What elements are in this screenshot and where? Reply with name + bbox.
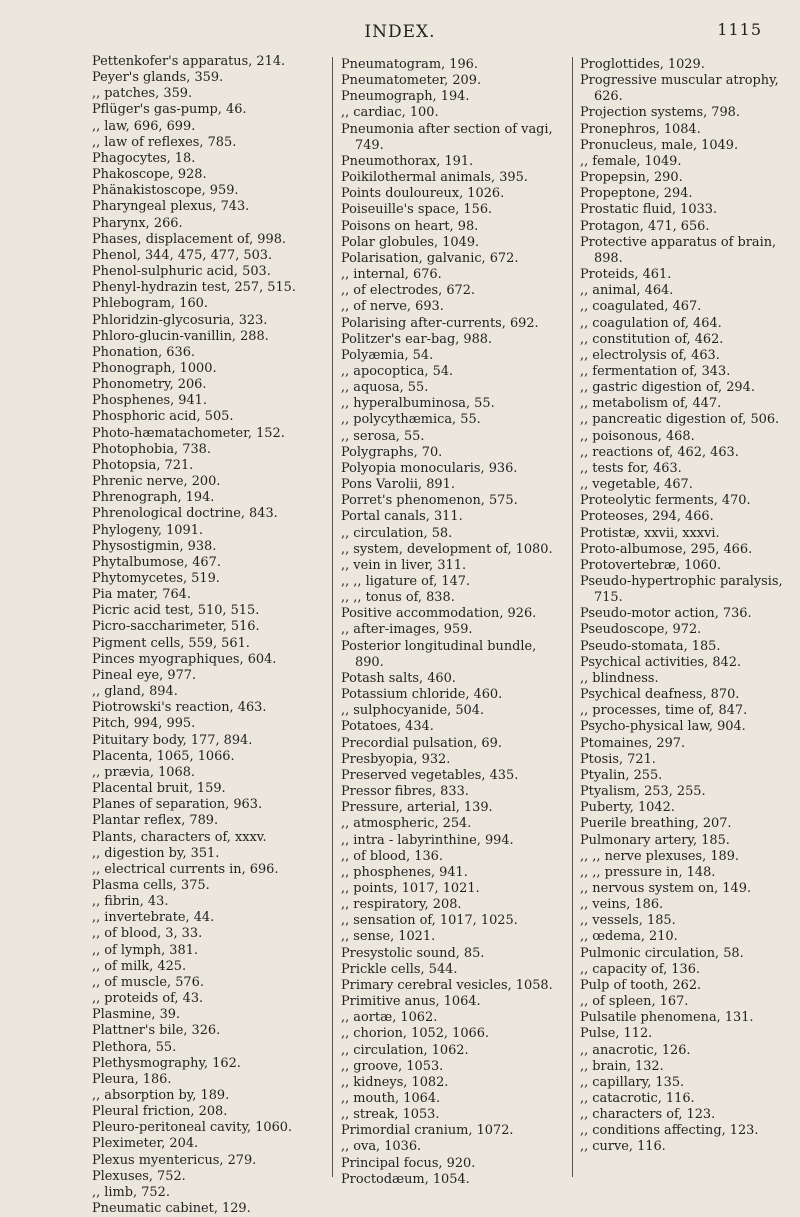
index-entry: Pressure, arterial, 139.: [341, 800, 493, 816]
index-entry: Phänakistoscope, 959.: [92, 183, 239, 199]
index-entry: Progressive muscular atrophy, 626.: [580, 73, 779, 105]
index-entry: Plexuses, 752.: [92, 1168, 186, 1184]
index-entry: Pleximeter, 204.: [92, 1136, 199, 1152]
index-entry: Poiseuille's space, 156.: [341, 202, 493, 218]
index-entry: ,, ,, pressure in, 148.: [580, 864, 716, 880]
index-entry: Ptyalin, 255.: [580, 767, 663, 783]
index-entry: ,, processes, time of, 847.: [580, 703, 748, 719]
index-entry: Polyopia monocularis, 936.: [341, 460, 518, 476]
index-entry: Pleural friction, 208.: [92, 1104, 228, 1120]
index-entry: ,, invertebrate, 44.: [92, 910, 215, 926]
index-entry: Propeptone, 294.: [580, 186, 693, 202]
index-entry: ,, sulphocyanide, 504.: [341, 703, 485, 719]
index-entry: Puerile breathing, 207.: [580, 816, 732, 832]
index-entry: Plantar reflex, 789.: [92, 813, 219, 829]
index-entry: Plexus myentericus, 279.: [92, 1152, 257, 1168]
index-entry: ,, of lymph, 381.: [92, 942, 199, 958]
index-entry: ,, groove, 1053.: [341, 1058, 444, 1074]
index-entry: Pulse, 112.: [580, 1026, 653, 1042]
index-entry: ,, polycythæmica, 55.: [341, 412, 481, 428]
index-entry: Pons Varolii, 891.: [341, 477, 455, 493]
index-entry: ,, capillary, 135.: [580, 1074, 685, 1090]
index-entry: Ptosis, 721.: [580, 751, 656, 767]
index-entry: ,, nervous system on, 149.: [580, 880, 752, 896]
index-entry: ,, conditions affecting, 123.: [580, 1123, 759, 1139]
index-entry: Portal canals, 311.: [341, 509, 463, 525]
index-entry: Pineal eye, 977.: [92, 667, 197, 683]
index-entry: ,, aquosa, 55.: [341, 380, 429, 396]
index-entry: ,, coagulation of, 464.: [580, 315, 722, 331]
index-entry: Pulp of tooth, 262.: [580, 977, 702, 993]
index-entry: ,, blindness.: [580, 670, 659, 686]
index-entry: ,, coagulated, 467.: [580, 299, 702, 315]
index-entry: ,, ,, nerve plexuses, 189.: [580, 848, 740, 864]
index-entry: Principal focus, 920.: [341, 1155, 476, 1171]
index-entry: Physostigmin, 938.: [92, 538, 217, 554]
index-entry: ,, system, development of, 1080.: [341, 541, 553, 557]
index-entry: ,, curve, 116.: [580, 1139, 666, 1155]
index-entry: Propepsin, 290.: [580, 170, 683, 186]
index-entry: Photopsia, 721.: [92, 457, 194, 473]
index-entry: Positive accommodation, 926.: [341, 606, 537, 622]
index-entry: Prickle cells, 544.: [341, 961, 458, 977]
index-entry: ,, kidneys, 1082.: [341, 1074, 449, 1090]
index-entry: ,, electrolysis of, 463.: [580, 347, 720, 363]
index-entry: ,, capacity of, 136.: [580, 961, 701, 977]
index-entry: Psychical activities, 842.: [580, 654, 742, 670]
index-entry: Pharyngeal plexus, 743.: [92, 199, 250, 215]
index-entry: Pigment cells, 559, 561.: [92, 635, 250, 651]
index-entry: Proteolytic ferments, 470.: [580, 493, 751, 509]
index-entry: Presbyopia, 932.: [341, 751, 451, 767]
index-entry: Protagon, 471, 656.: [580, 218, 710, 234]
index-entry: ,, sense, 1021.: [341, 929, 436, 945]
index-entry: Polarising after-currents, 692.: [341, 315, 539, 331]
index-entry: Phosphenes, 941.: [92, 393, 207, 409]
index-entry: Phytomycetes, 519.: [92, 571, 220, 586]
index-entry: Pronephros, 1084.: [580, 121, 701, 137]
index-entry: ,, of muscle, 576.: [92, 974, 204, 990]
index-entry: ,, catacrotic, 116.: [580, 1091, 695, 1106]
index-entry: ,, of spleen, 167.: [580, 994, 689, 1010]
index-entry: ,, points, 1017, 1021.: [341, 880, 480, 896]
index-entry: Phases, displacement of, 998.: [92, 231, 287, 247]
index-entry: Pflüger's gas-pump, 46.: [92, 102, 247, 118]
index-entry: Phonometry, 206.: [92, 377, 207, 393]
index-entry: Psychical deafness, 870.: [580, 687, 740, 703]
index-entry: Ptomaines, 297.: [580, 735, 686, 751]
index-entry: Posterior longitudinal bundle, 890.: [341, 638, 537, 670]
index-entry: ,, ova, 1036.: [341, 1139, 422, 1155]
index-entry: Plants, characters of, xxxv.: [92, 829, 267, 845]
index-entry: ,, vegetable, 467.: [580, 477, 693, 493]
index-entry: ,, internal, 676.: [341, 267, 442, 283]
index-column-3: [572, 57, 797, 1177]
index-entry: Poikilothermal animals, 395.: [341, 170, 528, 186]
index-entry: Psycho-physical law, 904.: [580, 719, 746, 735]
index-entry: ,, characters of, 123.: [580, 1107, 716, 1123]
index-entry: ,, serosa, 55.: [341, 428, 425, 444]
index-entry: ,, metabolism of, 447.: [580, 396, 722, 412]
page-number: 1115: [717, 20, 762, 39]
index-entry: ,, digestion by, 351.: [92, 845, 220, 861]
index-entry: Pulmonic circulation, 58.: [580, 945, 744, 961]
index-entry: Picro-saccharimeter, 516.: [92, 619, 260, 635]
index-entry: Phonograph, 1000.: [92, 360, 217, 376]
index-entry: Potassium chloride, 460.: [341, 687, 503, 703]
index-entry: Poisons on heart, 98.: [341, 218, 479, 234]
index-entry: Protistæ, xxvii, xxxvi.: [580, 525, 720, 541]
index-entry: ,, chorion, 1052, 1066.: [341, 1026, 490, 1042]
index-entry: Polyæmia, 54.: [341, 347, 434, 363]
index-entry: ,, limb, 752.: [92, 1184, 170, 1200]
index-entry: ,, poisonous, 468.: [580, 428, 695, 444]
index-entry: ,, brain, 132.: [580, 1058, 664, 1074]
index-entry: Proto-albumose, 295, 466.: [580, 541, 753, 557]
index-entry: ,, veins, 186.: [580, 897, 664, 913]
index-entry: ,, cardiac, 100.: [341, 105, 439, 121]
index-entry: Phenol, 344, 475, 477, 503.: [92, 247, 273, 263]
index-entry: ,, apocoptica, 54.: [341, 363, 454, 379]
index-entry: Piotrowski's reaction, 463.: [92, 700, 267, 716]
index-entry: Preserved vegetables, 435.: [341, 767, 519, 783]
index-entry: ,, intra - labyrinthine, 994.: [341, 832, 514, 848]
index-entry: Politzer's ear-bag, 988.: [341, 331, 493, 347]
index-entry: Pneumatic cabinet, 129.: [92, 1201, 251, 1217]
index-entry: Primitive anus, 1064.: [341, 994, 481, 1010]
index-entry: Phloro-glucin-vanillin, 288.: [92, 328, 269, 344]
index-entry: Puberty, 1042.: [580, 800, 675, 816]
index-entry: Pleuro-peritoneal cavity, 1060.: [92, 1120, 293, 1136]
index-entry: Phlebogram, 160.: [92, 296, 208, 312]
index-entry: Phrenological doctrine, 843.: [92, 506, 278, 522]
index-column-1: [92, 54, 317, 1217]
index-entry: Potatoes, 434.: [341, 719, 434, 735]
index-entry: Phytalbumose, 467.: [92, 554, 221, 570]
index-entry: ,, constitution of, 462.: [580, 331, 724, 347]
index-entry: ,, phosphenes, 941.: [341, 864, 468, 880]
index-entry: Polarisation, galvanic, 672.: [341, 250, 519, 266]
index-entry: Proteids, 461.: [580, 267, 672, 283]
index-entry: Prostatic fluid, 1033.: [580, 202, 718, 218]
index-entry: Pronucleus, male, 1049.: [580, 137, 739, 153]
index-entry: Picric acid test, 510, 515.: [92, 603, 260, 619]
index-entry: ,, sensation of, 1017, 1025.: [341, 913, 518, 929]
index-entry: ,, anacrotic, 126.: [580, 1042, 691, 1058]
index-entry: ,, electrical currents in, 696.: [92, 861, 279, 877]
index-entry: Pneumatometer, 209.: [341, 73, 482, 89]
index-entry: ,, law, 696, 699.: [92, 118, 196, 134]
index-entry: ,, female, 1049.: [580, 153, 682, 169]
index-entry: Proglottides, 1029.: [580, 57, 705, 72]
index-entry: Phonation, 636.: [92, 344, 195, 360]
index-entry: ,, mouth, 1064.: [341, 1091, 441, 1106]
index-entry: Pitch, 994, 995.: [92, 716, 196, 732]
index-entry: Pinces myographiques, 604.: [92, 651, 277, 667]
index-entry: Points douloureux, 1026.: [341, 186, 505, 202]
index-entry: Phagocytes, 18.: [92, 150, 196, 166]
index-entry: Pneumothorax, 191.: [341, 153, 474, 169]
index-entry: Plasma cells, 375.: [92, 877, 210, 893]
index-entry: Porret's phenomenon, 575.: [341, 493, 518, 509]
index-entry: Pleura, 186.: [92, 1071, 172, 1087]
index-entry: Projection systems, 798.: [580, 105, 740, 121]
index-entry: Photo-hæmatachometer, 152.: [92, 425, 285, 441]
index-entry: ,, œdema, 210.: [580, 929, 678, 945]
index-entry: ,, proteids of, 43.: [92, 991, 204, 1007]
index-entry: Plasmine, 39.: [92, 1007, 181, 1023]
index-entry: Pressor fibres, 833.: [341, 784, 469, 800]
index-entry: ,, fermentation of, 343.: [580, 363, 731, 379]
index-entry: Protective apparatus of brain, 898.: [580, 234, 777, 266]
index-entry: Proteoses, 294, 466.: [580, 509, 714, 525]
index-entry: ,, of milk, 425.: [92, 958, 187, 974]
index-entry: Pseudo-stomata, 185.: [580, 638, 721, 654]
index-entry: Plattner's bile, 326.: [92, 1023, 221, 1039]
index-entry: ,, circulation, 1062.: [341, 1042, 469, 1058]
index-entry: Pseudo-motor action, 736.: [580, 606, 752, 622]
index-entry: Pituitary body, 177, 894.: [92, 732, 253, 748]
index-entry: Placental bruit, 159.: [92, 781, 226, 797]
index-entry: Pettenkofer's apparatus, 214.: [92, 54, 286, 69]
index-entry: Primary cerebral vesicles, 1058.: [341, 977, 553, 993]
index-entry: ,, prævia, 1068.: [92, 764, 196, 780]
index-entry: Placenta, 1065, 1066.: [92, 748, 235, 764]
index-entry: Presystolic sound, 85.: [341, 945, 485, 961]
page-header-title: INDEX.: [364, 22, 436, 42]
index-entry: Potash salts, 460.: [341, 670, 456, 686]
index-entry: ,, animal, 464.: [580, 283, 674, 299]
index-entry: Proctodæum, 1054.: [341, 1171, 470, 1187]
index-entry: ,, vein in liver, 311.: [341, 557, 467, 573]
index-entry: Pneumatogram, 196.: [341, 57, 478, 72]
index-entry: Pulmonary artery, 185.: [580, 832, 730, 848]
index-entry: Pulsatile phenomena, 131.: [580, 1010, 754, 1026]
index-entry: ,, of blood, 136.: [341, 848, 443, 864]
index-entry: Pharynx, 266.: [92, 215, 183, 231]
index-entry: ,, after-images, 959.: [341, 622, 473, 638]
index-entry: ,, gland, 894.: [92, 684, 178, 700]
index-entry: ,, of nerve, 693.: [341, 299, 444, 315]
index-entry: Precordial pulsation, 69.: [341, 735, 502, 751]
index-entry: Pseudo-hypertrophic paralysis, 715.: [580, 574, 783, 606]
index-entry: Phenol-sulphuric acid, 503.: [92, 264, 271, 280]
index-entry: ,, ,, ligature of, 147.: [341, 574, 471, 589]
index-entry: Phosphoric acid, 505.: [92, 409, 234, 425]
index-entry: ,, circulation, 58.: [341, 525, 453, 541]
index-entry: ,, law of reflexes, 785.: [92, 134, 237, 150]
index-entry: ,, aortæ, 1062.: [341, 1010, 438, 1026]
index-entry: ,, vessels, 185.: [580, 913, 676, 929]
index-entry: Pneumonia after section of vagi, 749.: [341, 121, 553, 153]
index-entry: ,, hyperalbuminosa, 55.: [341, 396, 495, 412]
index-entry: Phylogeny, 1091.: [92, 522, 203, 538]
index-entry: Phrenograph, 194.: [92, 490, 215, 506]
index-entry: Protovertebræ, 1060.: [580, 557, 722, 573]
index-entry: ,, gastric digestion of, 294.: [580, 380, 755, 396]
index-entry: ,, pancreatic digestion of, 506.: [580, 412, 780, 428]
index-entry: Phrenic nerve, 200.: [92, 474, 221, 490]
index-entry: ,, streak, 1053.: [341, 1107, 440, 1123]
index-entry: ,, absorption by, 189.: [92, 1088, 230, 1103]
index-entry: Phloridzin-glycosuria, 323.: [92, 312, 268, 328]
index-entry: Pneumograph, 194.: [341, 89, 470, 105]
index-entry: Peyer's glands, 359.: [92, 70, 224, 86]
index-entry: ,, patches, 359.: [92, 86, 193, 102]
index-column-2: [332, 57, 560, 1187]
index-entry: Plethora, 55.: [92, 1039, 177, 1055]
index-entry: ,, fibrin, 43.: [92, 894, 169, 910]
index-entry: Polar globules, 1049.: [341, 234, 480, 250]
index-entry: Planes of separation, 963.: [92, 797, 263, 813]
index-entry: Pia mater, 764.: [92, 587, 191, 603]
index-entry: ,, respiratory, 208.: [341, 897, 462, 913]
index-entry: Pseudoscope, 972.: [580, 622, 702, 638]
index-entry: Phakoscope, 928.: [92, 167, 207, 183]
index-entry: Photophobia, 738.: [92, 441, 211, 457]
index-entry: Primordial cranium, 1072.: [341, 1123, 514, 1139]
index-entry: ,, atmospheric, 254.: [341, 816, 472, 832]
index-entry: ,, reactions of, 462, 463.: [580, 444, 739, 460]
index-entry: ,, of electrodes, 672.: [341, 283, 476, 299]
index-entry: Phenyl-hydrazin test, 257, 515.: [92, 280, 296, 296]
index-entry: Ptyalism, 253, 255.: [580, 784, 706, 800]
index-entry: Polygraphs, 70.: [341, 444, 443, 460]
index-entry: ,, ,, tonus of, 838.: [341, 590, 455, 606]
index-entry: ,, tests for, 463.: [580, 460, 682, 476]
index-entry: ,, of blood, 3, 33.: [92, 926, 203, 942]
index-entry: Plethysmography, 162.: [92, 1055, 241, 1071]
